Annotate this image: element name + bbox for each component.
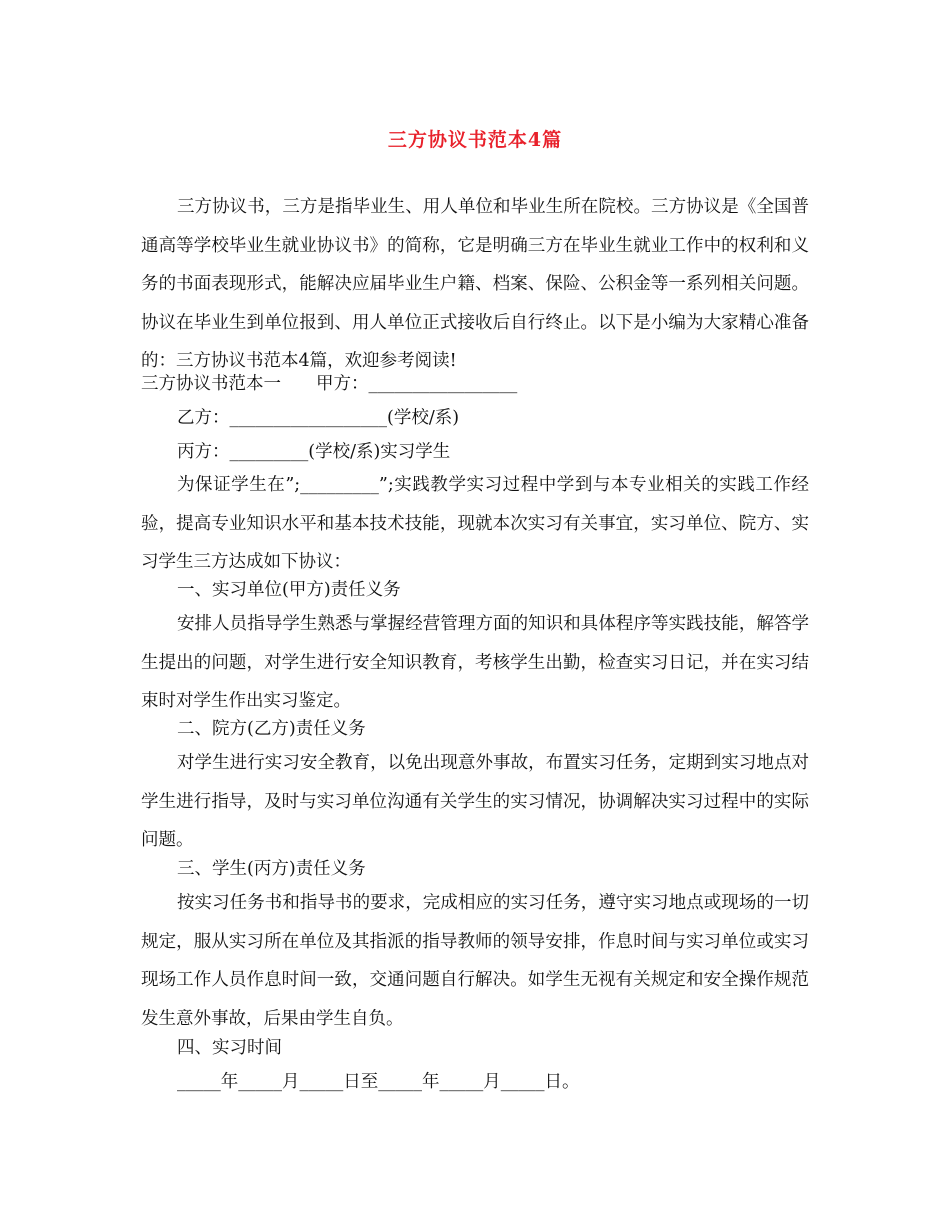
section2-body: 对学生进行实习安全教育，以免出现意外事故，布置实习任务，定期到实习地点对学生进行指导，及时与实习单位沟通有关学生的实习情况，协调解决实习过程中的实际问题。 <box>141 753 809 850</box>
party-c-line: 丙方：_________(学校/系)实习学生 <box>177 442 451 462</box>
section1-heading: 一、实习单位(甲方)责任义务 <box>177 580 401 600</box>
document-title: 三方协议书范本4篇 <box>387 129 563 151</box>
section3-heading: 三、学生(丙方)责任义务 <box>177 859 366 879</box>
section1-body: 安排人员指导学生熟悉与掌握经营管理方面的知识和具体程序等实践技能，解答学生提出的问题，对学生进行安全知识教育，考核学生出勤，检查实习日记，并在实习结束时对学生作出实习鉴定。 <box>141 614 809 711</box>
intro-paragraph: 三方协议书，三方是指毕业生、用人单位和毕业生所在院校。三方协议是《全国普通高等学校毕业生就业协议书》的简称，它是明确三方在毕业生就业工作中的权利和义务的书面表现形式，能解决应届毕业生户籍、档案、保险、公积金等一系列相关问题。协议在毕业生到单位报到、用人单位正式接收后自行终止。以下是小编为大家精心准备的：三方协议书范本4篇，欢迎参考阅读! <box>141 197 809 371</box>
section3-body: 按实习任务书和指导书的要求，完成相应的实习任务，遵守实习地点或现场的一切规定，服从实习所在单位及其指派的指导教师的领导安排，作息时间与实习单位或实习现场工作人员作息时间一致，交通问题自行解决。如学生无视有关规定和安全操作规范发生意外事故，后果由学生自负。 <box>141 893 809 1029</box>
sample-heading-party-a: 三方协议书范本一 甲方：_________________ <box>141 374 518 394</box>
purpose-paragraph: 为保证学生在”;_________”;实践教学实习过程中学到与本专业相关的实践工作经验，提高专业知识水平和基本技术技能，现就本次实习有关事宜，实习单位、院方、实习学生三方达成如下协议： <box>141 475 809 572</box>
section2-heading: 二、院方(乙方)责任义务 <box>177 719 366 739</box>
section4-heading: 四、实习时间 <box>177 1038 282 1058</box>
section4-body: _____年_____月_____日至_____年_____月_____日。 <box>177 1072 580 1092</box>
party-b-line: 乙方：__________________(学校/系) <box>177 408 460 428</box>
